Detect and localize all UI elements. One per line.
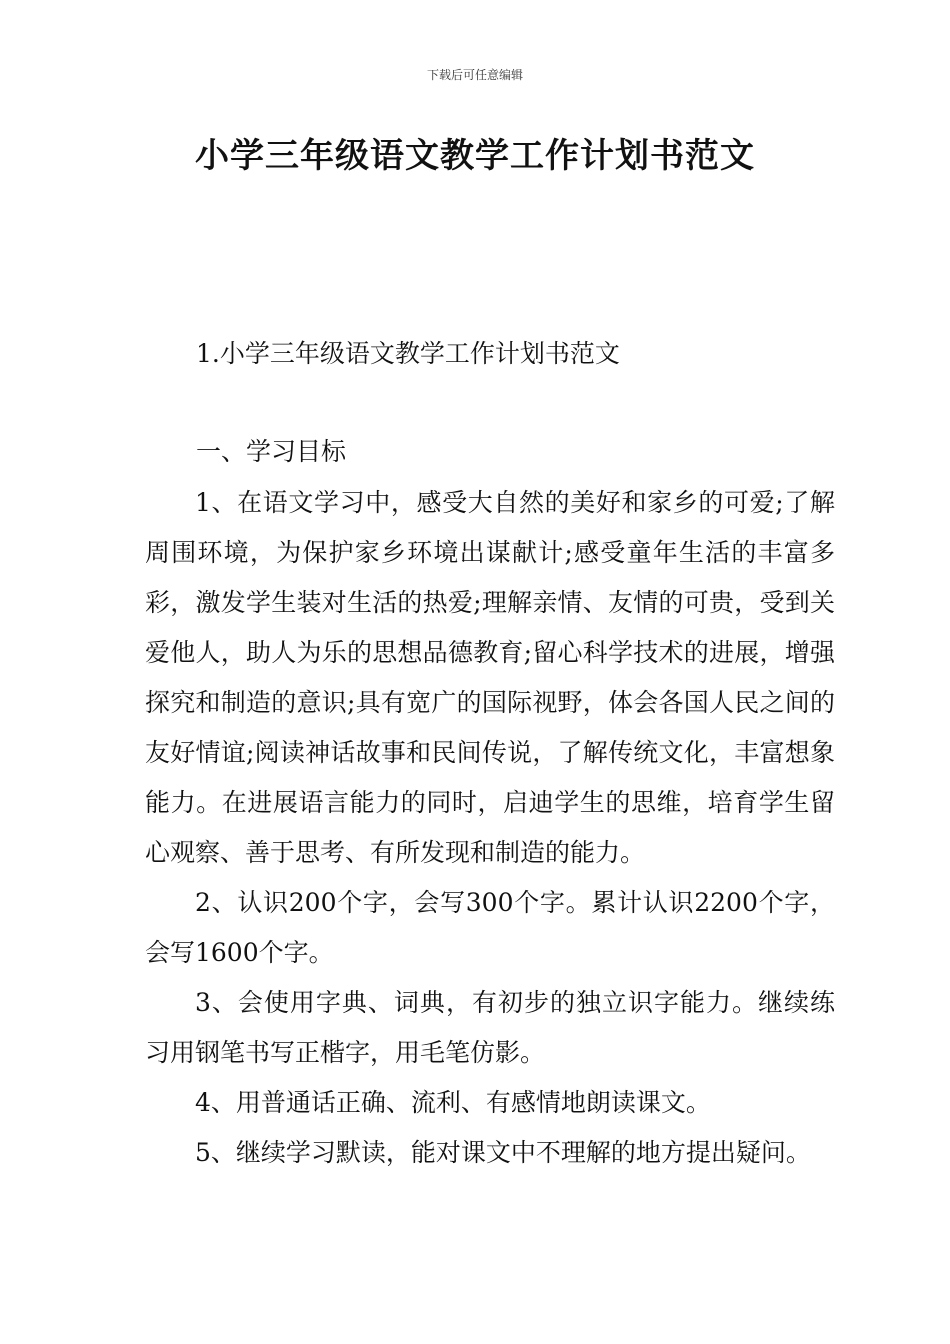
paragraph-goal-2: 2、认识200个字，会写300个字。累计认识2200个字，会写1600个字。 (145, 888, 835, 967)
paragraph-goal-1: 1、在语文学习中，感受大自然的美好和家乡的可爱;了解周围环境，为保护家乡环境出谋献计;感受童年生活的丰富多彩，激发学生装对生活的热爱;理解亲情、友情的可贵，受到关爱他人，助人为乐的思想品德教育;留心科学技术的进展，增强探究和制造的意识;具有宽广的国际视野，体会各国人民之间的友好情谊;阅读神话故事和民间传说，了解传统文化，丰富想象能力。在进展语言能力的同时，启迪学生的思维，培育学生留心观察、善于思考、有所发现和制造的能力。 (145, 488, 835, 867)
paragraph-goal-5: 5、继续学习默读，能对课文中不理解的地方提出疑问。 (195, 1138, 811, 1167)
document-title: 小学三年级语文教学工作计划书范文 (195, 136, 755, 176)
section-title: 1.小学三年级语文教学工作计划书范文 (196, 339, 620, 368)
header-note: 下载后可任意编辑 (426, 68, 523, 82)
paragraph-goal-3: 3、会使用字典、词典，有初步的独立识字能力。继续练习用钢笔书写正楷字，用毛笔仿影。 (145, 988, 835, 1067)
paragraph-goal-4: 4、用普通话正确、流利、有感情地朗读课文。 (195, 1088, 711, 1117)
body-text (145, 478, 835, 1178)
sub-heading-learning-goals: 一、学习目标 (196, 437, 347, 466)
